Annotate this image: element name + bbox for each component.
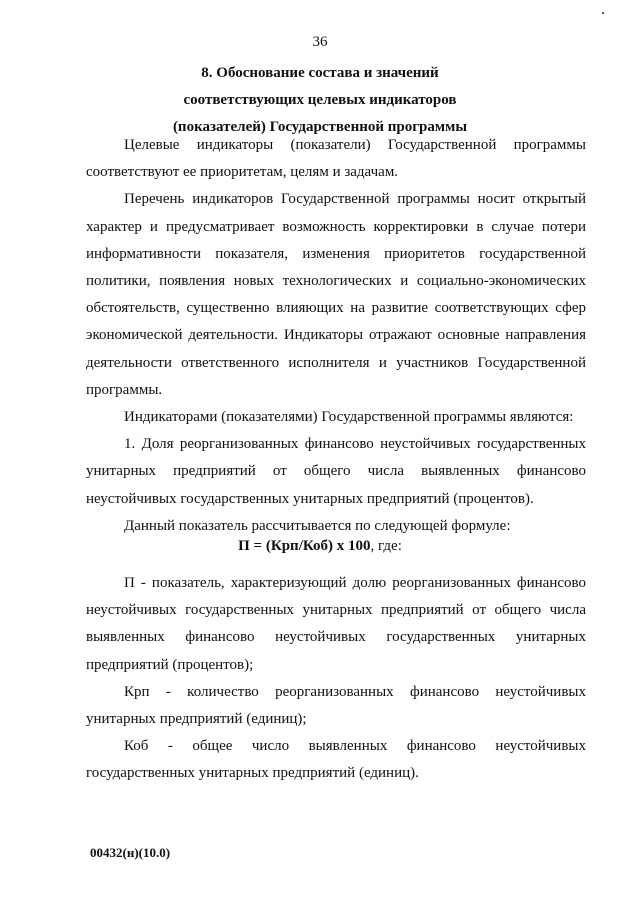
document-code: 00432(н)(10.0) xyxy=(90,845,171,860)
section-title-line-2: соответствующих целевых индикаторов xyxy=(183,92,457,108)
page-number: 36 xyxy=(312,34,328,50)
paragraph-indicators-list-open: Перечень индикаторов Государственной программы носит открытый характер и предусматривает возможность корректировки в случае потери информативности показателя, изменения приоритетов государственной политики, появления новых технологических и социально-экономических обстоятельств, существенно влияющих на развитие соответствующих сфер экономической деятельности. Индикаторы отражают основные направления деятельности ответственного исполнителя и участников Государственной программы. xyxy=(86,191,586,398)
formula-definitions xyxy=(86,570,586,788)
section-title xyxy=(0,60,640,141)
definition-kob: Коб - общее число выявленных финансово неустойчивых государственных унитарных предприятий (единиц). xyxy=(86,738,586,782)
section-title-line-1: 8. Обоснование состава и значений xyxy=(201,65,439,81)
formula-suffix: , где: xyxy=(370,538,402,554)
formula xyxy=(0,538,640,555)
paragraph-indicators-heading: Индикаторами (показателями) Государственной программы являются: xyxy=(124,409,574,426)
section-title-line-3: (показателей) Государственной программы xyxy=(172,119,468,135)
scan-mark xyxy=(602,12,604,14)
definition-krp: Крп - количество реорганизованных финансово неустойчивых унитарных предприятий (единиц); xyxy=(86,683,586,728)
paragraph-indicator-1: 1. Доля реорганизованных финансово неустойчивых государственных унитарных предприятий от общего числа выявленных финансово неустойчивых государственных унитарных предприятий (процентов). xyxy=(86,436,586,507)
body-text xyxy=(86,132,586,540)
paragraph-formula-intro: Данный показатель рассчитывается по следующей формуле: xyxy=(124,517,511,534)
definition-p: П - показатель, характеризующий долю реорганизованных финансово неустойчивых государственных унитарных предприятий от общего числа выявленных финансово неустойчивых государственных унитарных предприятий (процентов); xyxy=(86,575,586,673)
paragraph-indicators-intro: Целевые индикаторы (показатели) Государственной программы соответствуют ее приоритетам, целям и задачам. xyxy=(86,137,586,181)
formula-expression: П = (Крп/Коб) х 100 xyxy=(238,538,371,554)
